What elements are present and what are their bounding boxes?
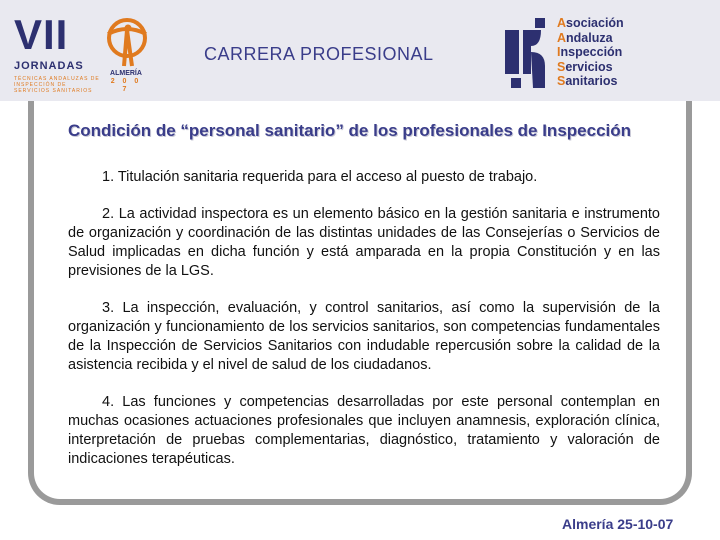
association-i-logo [505,16,553,90]
header-title: CARRERA PROFESIONAL [204,44,434,64]
paragraph-2: 2. La actividad inspectora es un elemento básico en la gestión sanitaria e instrumento de organización y coordinación de las distintas unidades de las Consejerías o Servicios de Salud implicadas en dicha función y está amparada en la propia Constitución y en las previsiones de la LGS. [68,206,660,279]
vii-jornadas-logo [14,12,104,92]
paragraph-4: 4. Las funciones y competencias desarrolladas por este personal contemplan en muchas ocasiones actuaciones profesionales que incluyen anamnesis, exploración clínica, interpretación de pruebas complementarias, diagnóstico, tratamiento y valoración de indicaciones terapéuticas. [68,394,660,467]
assoc-line-2: Andaluza [557,30,613,45]
paragraph-3: 3. La inspección, evaluación, y control sanitarios, así como la supervisión de la organización y funcionamiento de los servicios sanitarios, son competencias fundamentales de la Inspección de Servicios Sanitarios con indudable repercusión sobre la calidad de la asistencia recibida y el nivel de salud de los ciudadanos. [68,300,660,373]
assoc-line-3: Inspección [557,45,623,60]
association-name [557,16,624,89]
paragraph-1: 1. Titulación sanitaria requerida para el acceso al puesto de trabajo. [102,169,538,185]
vii-jornadas-word: JORNADAS [14,60,84,72]
almeria-logo-text [106,70,146,94]
vii-subtitle: TÉCNICAS ANDALUZAS DE INSPECCIÓN DE SERVICIOS SANITARIOS [14,76,100,94]
slide-title: Condición de “personal sanitario” de los profesionales de Inspección [68,121,632,140]
vii-numeral: VII [14,11,69,58]
almeria-year: 2 0 0 7 [110,78,142,93]
assoc-line-4: Servicios [557,59,613,74]
assoc-line-5: Sanitarios [557,74,618,89]
almeria-city: ALMERÍA [110,70,142,77]
footer-date: Almería 25-10-07 [562,516,674,532]
slide-body [68,168,660,487]
header-band [0,0,720,101]
assoc-line-1: Asociación [557,16,624,30]
